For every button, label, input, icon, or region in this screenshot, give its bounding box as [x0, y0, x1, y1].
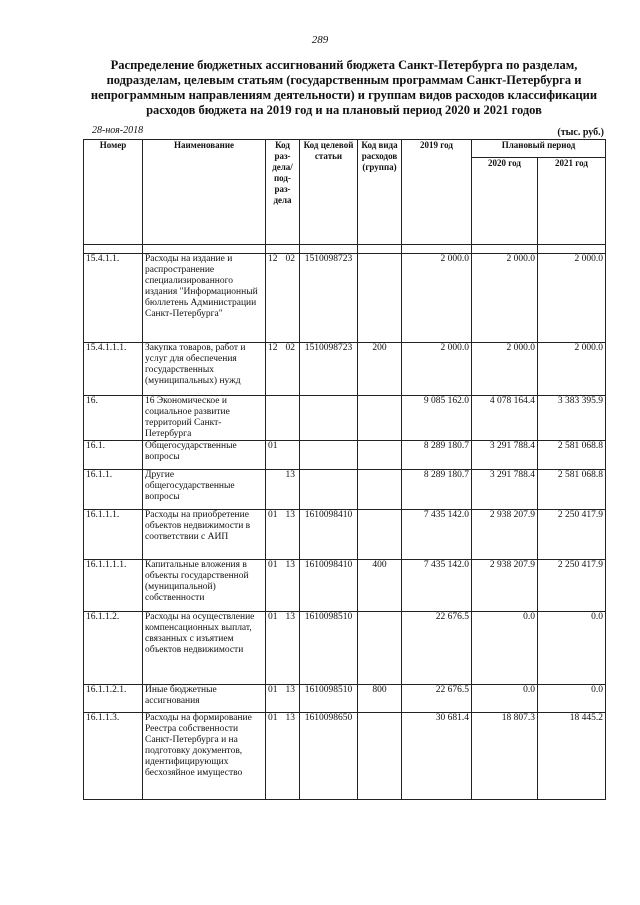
row-target-code: [300, 470, 358, 510]
row-number: 16.1.1.2.1.: [84, 685, 143, 713]
row-name: Закупка товаров, работ и услуг для обеспечения государственных (муниципальных) нужд: [143, 343, 266, 396]
table-row: [84, 254, 606, 343]
row-number: 16.1.1.3.: [84, 713, 143, 800]
row-section-code: [266, 254, 300, 343]
row-target-code: [300, 396, 358, 441]
row-name: Расходы на осуществление компенсационных выплат, связанных с изъятием объектов недвижимости: [143, 612, 266, 685]
row-amount-2021: 2 581 068.8: [538, 441, 606, 470]
row-target-code: 1610098650: [300, 713, 358, 800]
row-expense-group: [358, 470, 402, 510]
row-amount-2021: 18 445.2: [538, 713, 606, 800]
row-rz: 01: [268, 713, 278, 723]
row-amount-2020: 0.0: [472, 685, 538, 713]
row-target-code: 1510098723: [300, 254, 358, 343]
row-amount-2019: 7 435 142.0: [402, 560, 472, 612]
row-target-code: [300, 441, 358, 470]
row-expense-group: [358, 612, 402, 685]
row-prz: 02: [285, 254, 295, 264]
row-name: 16 Экономическое и социальное развитие территорий Санкт-Петербурга: [143, 396, 266, 441]
row-number: 16.1.: [84, 441, 143, 470]
row-amount-2019: 22 676.5: [402, 612, 472, 685]
row-section-code: [266, 396, 300, 441]
row-number: 16.1.1.1.: [84, 510, 143, 560]
row-amount-2020: 2 000.0: [472, 343, 538, 396]
table-row: [84, 441, 606, 470]
document-title: Распределение бюджетных ассигнований бюджета Санкт-Петербурга по разделам, подразделам, целевым статьям (государственным программам Санкт-Петербурга и непрограммным направлениям деятельности) и группам видов расходов классификации расходов бюджета на 2019 год и на плановый период 2020 и 2021 годов: [90, 58, 598, 117]
row-expense-group: [358, 713, 402, 800]
row-amount-2020: 2 000.0: [472, 254, 538, 343]
row-rz: 12: [268, 343, 278, 353]
row-amount-2019: 22 676.5: [402, 685, 472, 713]
row-prz: 13: [285, 470, 295, 480]
row-prz: 02: [285, 343, 295, 353]
row-number: 16.: [84, 396, 143, 441]
row-expense-group: 400: [358, 560, 402, 612]
table-row: [84, 612, 606, 685]
row-section-code: [266, 510, 300, 560]
row-amount-2019: 2 000.0: [402, 254, 472, 343]
document-date: 28-ноя-2018: [92, 125, 144, 136]
row-number: 16.1.1.: [84, 470, 143, 510]
row-name: Расходы на приобретение объектов недвижимости в соответствии с АИП: [143, 510, 266, 560]
units-label: (тыс. руб.): [557, 127, 604, 138]
row-amount-2020: 3 291 788.4: [472, 470, 538, 510]
row-amount-2020: 0.0: [472, 612, 538, 685]
row-section-code: [266, 685, 300, 713]
header-year-2019: 2019 год: [402, 140, 472, 245]
row-amount-2021: 2 581 068.8: [538, 470, 606, 510]
row-number: 15.4.1.1.: [84, 254, 143, 343]
row-target-code: 1610098510: [300, 685, 358, 713]
row-name: Общегосударственные вопросы: [143, 441, 266, 470]
row-amount-2021: 2 250 417.9: [538, 560, 606, 612]
table-row: [84, 685, 606, 713]
row-amount-2019: 7 435 142.0: [402, 510, 472, 560]
row-section-code: [266, 713, 300, 800]
row-expense-group: [358, 441, 402, 470]
row-target-code: 1510098723: [300, 343, 358, 396]
header-plan-period: Плановый период: [472, 140, 606, 158]
row-name: Капитальные вложения в объекты государственной (муниципальной) собственности: [143, 560, 266, 612]
header-year-2021: 2021 год: [538, 157, 606, 245]
row-prz: 13: [285, 685, 295, 695]
row-expense-group: [358, 510, 402, 560]
header-section-code: Код раз-дела/ под-раз-дела: [266, 140, 300, 245]
row-amount-2019: 8 289 180.7: [402, 470, 472, 510]
row-name: Другие общегосударственные вопросы: [143, 470, 266, 510]
row-expense-group: [358, 254, 402, 343]
row-amount-2020: 3 291 788.4: [472, 441, 538, 470]
table-row: [84, 713, 606, 800]
row-name: Расходы на издание и распространение специализированного издания "Информационный бюллетень Администрации Санкт-Петербурга": [143, 254, 266, 343]
row-name: Иные бюджетные ассигнования: [143, 685, 266, 713]
row-rz: 01: [268, 510, 278, 520]
row-amount-2021: 0.0: [538, 685, 606, 713]
row-rz: 01: [268, 685, 278, 695]
row-amount-2019: 8 289 180.7: [402, 441, 472, 470]
header-year-2020: 2020 год: [472, 157, 538, 245]
row-amount-2021: 0.0: [538, 612, 606, 685]
row-prz: 13: [285, 612, 295, 622]
row-rz: 01: [268, 441, 278, 451]
row-rz: 12: [268, 254, 278, 264]
row-prz: 13: [285, 560, 295, 570]
row-section-code: [266, 441, 300, 470]
table-header-row: [84, 140, 606, 158]
row-number: 16.1.1.1.1.: [84, 560, 143, 612]
row-section-code: [266, 612, 300, 685]
row-amount-2019: 2 000.0: [402, 343, 472, 396]
row-expense-group: 800: [358, 685, 402, 713]
row-expense-group: [358, 396, 402, 441]
header-target-code: Код целевой статьи: [300, 140, 358, 245]
budget-table: [83, 139, 606, 800]
row-prz: 13: [285, 510, 295, 520]
row-number: 15.4.1.1.1.: [84, 343, 143, 396]
table-row: [84, 343, 606, 396]
header-number: Номер: [84, 140, 143, 245]
spacer-row: [84, 245, 606, 254]
row-section-code: [266, 560, 300, 612]
row-amount-2020: 2 938 207.9: [472, 510, 538, 560]
row-amount-2021: 3 383 395.9: [538, 396, 606, 441]
row-amount-2020: 18 807.3: [472, 713, 538, 800]
row-amount-2020: 4 078 164.4: [472, 396, 538, 441]
table-row: [84, 396, 606, 441]
row-amount-2019: 30 681.4: [402, 713, 472, 800]
row-target-code: 1610098410: [300, 560, 358, 612]
table-row: [84, 560, 606, 612]
row-section-code: [266, 343, 300, 396]
row-section-code: [266, 470, 300, 510]
header-expense-group: Код вида расходов (группа): [358, 140, 402, 245]
row-prz: 13: [285, 713, 295, 723]
table-row: [84, 470, 606, 510]
row-amount-2021: 2 000.0: [538, 254, 606, 343]
page-number: 289: [311, 34, 329, 46]
row-target-code: 1610098510: [300, 612, 358, 685]
row-target-code: 1610098410: [300, 510, 358, 560]
table-row: [84, 510, 606, 560]
header-name: Наименование: [143, 140, 266, 245]
row-name: Расходы на формирование Реестра собственности Санкт-Петербурга и на подготовку документов, идентифицирующих бесхозяйное имущество: [143, 713, 266, 800]
row-amount-2021: 2 250 417.9: [538, 510, 606, 560]
row-amount-2020: 2 938 207.9: [472, 560, 538, 612]
row-number: 16.1.1.2.: [84, 612, 143, 685]
row-rz: 01: [268, 612, 278, 622]
row-amount-2019: 9 085 162.0: [402, 396, 472, 441]
row-expense-group: 200: [358, 343, 402, 396]
row-rz: 01: [268, 560, 278, 570]
row-amount-2021: 2 000.0: [538, 343, 606, 396]
